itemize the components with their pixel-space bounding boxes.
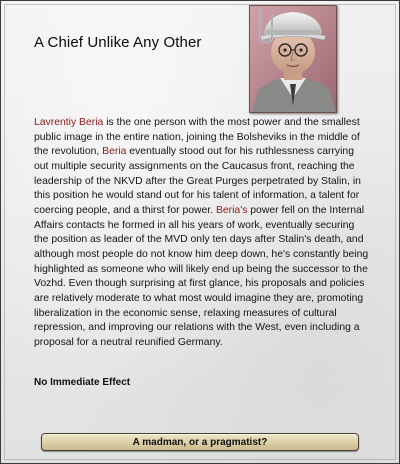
beria-portrait <box>249 5 337 113</box>
highlighted-name: Beria <box>102 146 127 158</box>
description-text: power fell on the Internal Affairs contacts he formed in all his years of work, eventually securing the position as leader of the MVD only ten days after Stalin's death, and although most people do not know him deep down, he's constantly being highlighted as someone who will likely end up being the successor to the Vozhd. Even though surprising at first glance, his proposals and policies are relatively moderate to what most would imagine they are, promoting liberalization in the economic sense, relaxing measures of cultural repression, and improving our relations with the West, even including a proposal for a neutral reunified Germany. <box>34 204 369 348</box>
event-title: A Chief Unlike Any Other <box>34 34 202 51</box>
effect-text: No Immediate Effect <box>34 377 131 388</box>
option-button-label: A madman, or a pragmatist? <box>132 436 268 448</box>
portrait-image <box>250 6 336 112</box>
description-text: eventually stood out for his ruthlessness carrying out multiple security assignments on the Caucasus front, reaching the leadership of the NKVD after the Great Purges perpetrated by Stalin, in this position he would stand out for his talent of information, a talent for coercing people, and a thirst for power. <box>34 146 361 216</box>
option-button[interactable] <box>41 433 359 451</box>
description-text: is the one person with the most power and the smallest public image in the entire nation, joining the Bolsheviks in the middle of the revolution, <box>34 117 360 158</box>
event-description <box>34 116 369 351</box>
highlighted-name: Lavrentiy Beria <box>34 117 104 128</box>
highlighted-name: Beria's <box>215 204 248 216</box>
